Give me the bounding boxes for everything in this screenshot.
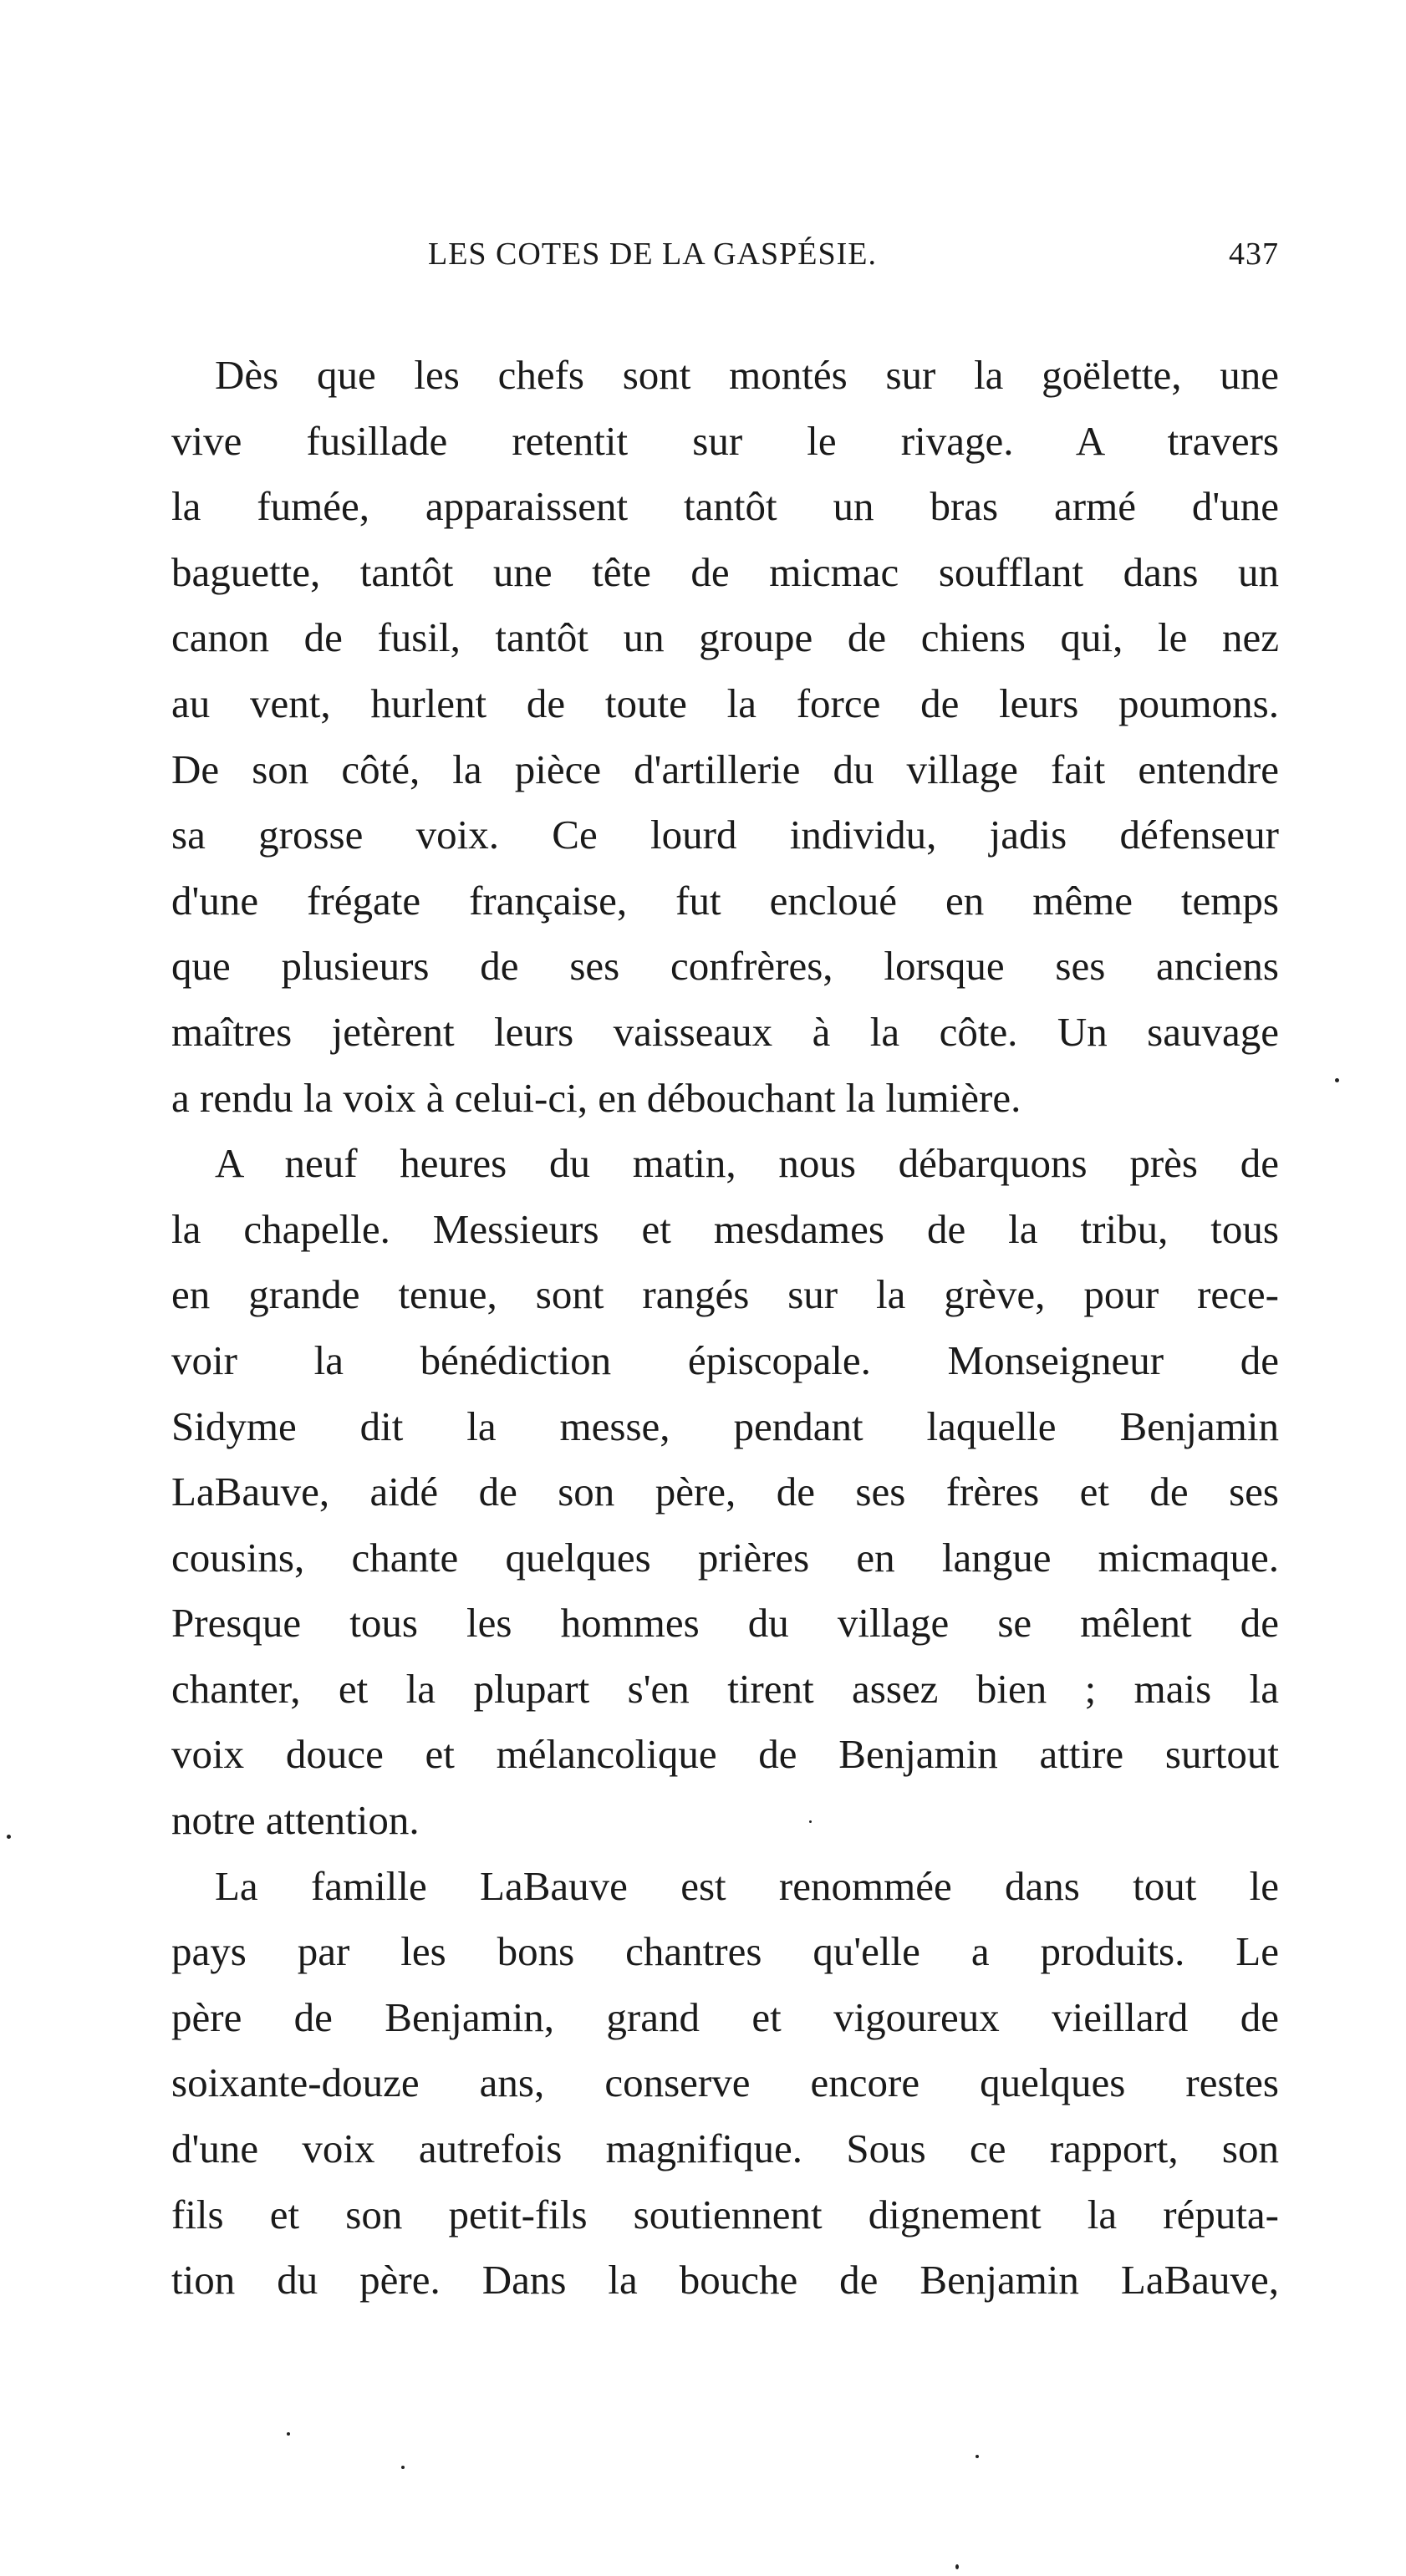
text-line: A neuf heures du matin, nous débarquons près de: [215, 1140, 1279, 1187]
paragraph-2: [171, 1131, 1279, 1854]
page-number: 437: [1229, 237, 1279, 272]
scan-speck: [1335, 1078, 1339, 1082]
text-line: LaBauve, aidé de son père, de ses frères et de ses: [171, 1469, 1279, 1515]
text-line: voix douce et mélancolique de Benjamin attire surtout: [171, 1731, 1279, 1778]
text-line: Sidyme dit la messe, pendant laquelle Benjamin: [171, 1403, 1279, 1449]
running-head: [167, 236, 1279, 286]
text-line: père de Benjamin, grand et vigoureux vieillard de: [171, 1993, 1279, 2040]
text-line: De son côté, la pièce d'artillerie du village fait entendre: [171, 746, 1279, 792]
running-title: LES COTES DE LA GASPÉSIE.: [428, 237, 877, 272]
text-line: canon de fusil, tantôt un groupe de chiens qui, le nez: [171, 614, 1279, 661]
text-line: Dès que les chefs sont montés sur la goëlette, une: [215, 352, 1279, 398]
text-line: vive fusillade retentit sur le rivage. A travers: [171, 417, 1279, 464]
scan-speck: [287, 2432, 290, 2436]
text-line: baguette, tantôt une tête de micmac soufflant dans un: [171, 548, 1279, 595]
text-line: fils et son petit-fils soutiennent dignement la réputa-: [171, 2191, 1279, 2237]
text-line: chanter, et la plupart s'en tirent assez bien ; mais la: [171, 1665, 1279, 1712]
text-line: maîtres jetèrent leurs vaisseaux à la côte. Un sauvage: [171, 1008, 1279, 1055]
scan-speck: [976, 2455, 979, 2458]
paragraph-3: [171, 1854, 1279, 2314]
text-line: la chapelle. Messieurs et mesdames de la tribu, tous: [171, 1205, 1279, 1252]
text-line: Presque tous les hommes du village se mêlent de: [171, 1600, 1279, 1647]
body-text: [171, 343, 1279, 2314]
text-line: au vent, hurlent de toute la force de leurs poumons.: [171, 680, 1279, 726]
text-line: la fumée, apparaissent tantôt un bras armé d'une: [171, 483, 1279, 530]
text-line: d'une voix autrefois magnifique. Sous ce rapport, son: [171, 2125, 1279, 2172]
text-line: sa grosse voix. Ce lourd individu, jadis défenseur: [171, 812, 1279, 858]
text-line: soixante-douze ans, conserve encore quelques restes: [171, 2059, 1279, 2106]
scan-speck: [955, 2564, 959, 2569]
text-line: cousins, chante quelques prières en langue micmaque.: [171, 1534, 1279, 1581]
text-line: en grande tenue, sont rangés sur la grève, pour rece-: [171, 1271, 1279, 1318]
text-line: notre attention.: [171, 1797, 420, 1844]
text-line: tion du père. Dans la bouche de Benjamin LaBauve,: [171, 2257, 1279, 2304]
paragraph-1: [171, 343, 1279, 1131]
scan-speck: [7, 1835, 11, 1839]
scan-speck: [401, 2466, 405, 2469]
text-line: pays par les bons chantres qu'elle a produits. Le: [171, 1928, 1279, 1975]
text-line: voir la bénédiction épiscopale. Monseigneur de: [171, 1336, 1279, 1383]
scan-speck: [809, 1820, 812, 1823]
text-line: d'une frégate française, fut encloué en même temps: [171, 877, 1279, 924]
text-line: a rendu la voix à celui-ci, en débouchant la lumière.: [171, 1074, 1021, 1121]
text-line: La famille LaBauve est renommée dans tout le: [215, 1862, 1279, 1909]
text-line: que plusieurs de ses confrères, lorsque ses anciens: [171, 943, 1279, 990]
